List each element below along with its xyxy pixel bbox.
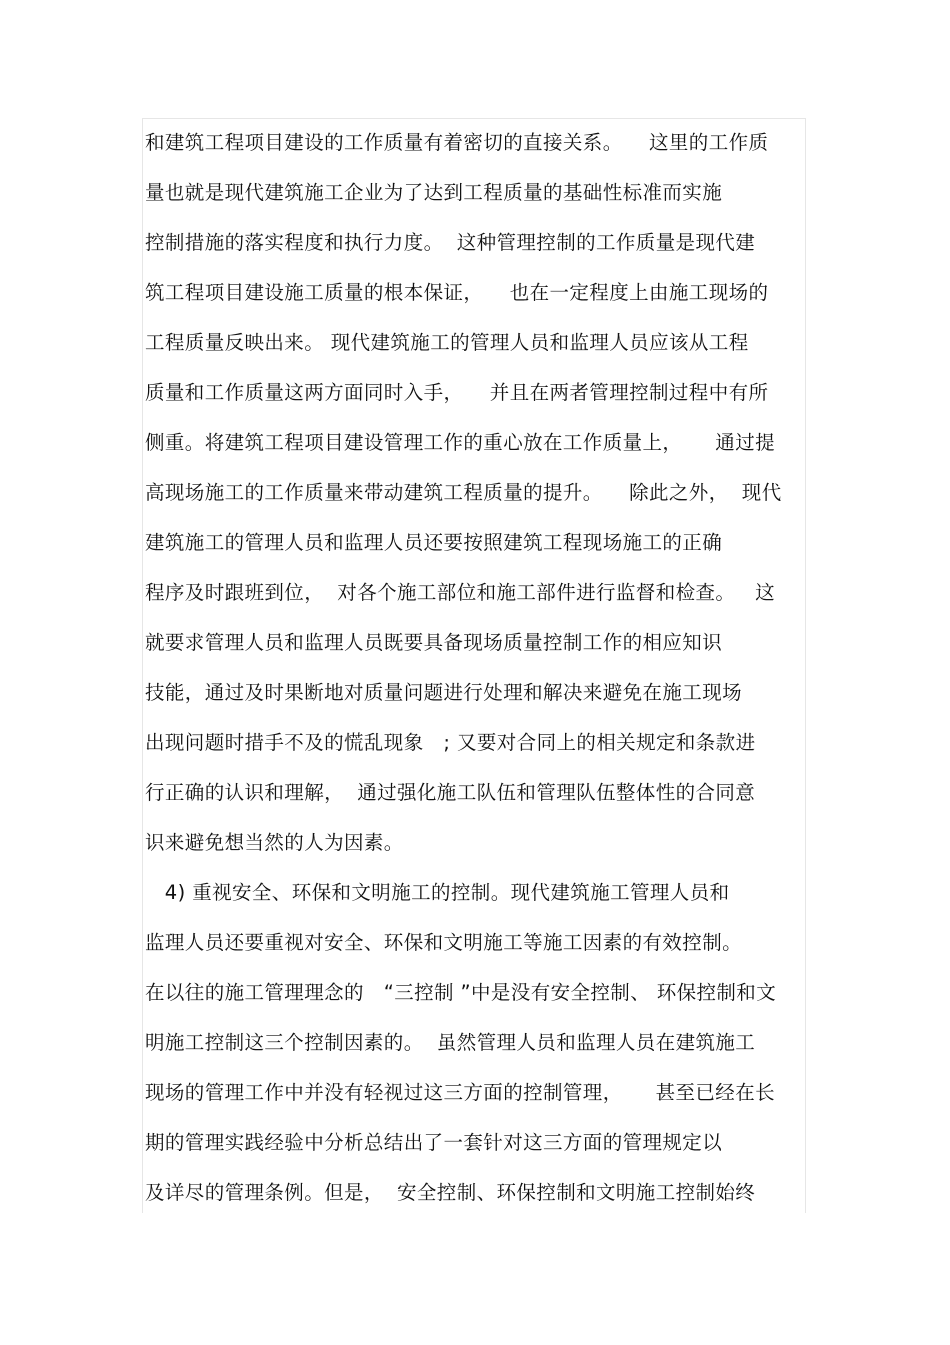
text-line: 工程质量反映出来。 现代建筑施工的管理人员和监理人员应该从工程 <box>145 331 749 354</box>
text-line: 高现场施工的工作质量来带动建筑工程质量的提升。 除此之外， 现代 <box>145 481 782 504</box>
text-line: 出现问题时措手不及的慌乱现象 ; 又要对合同上的相关规定和条款进 <box>145 731 756 754</box>
text-line: 量也就是现代建筑施工企业为了达到工程质量的基础性标准而实施 <box>145 181 723 204</box>
text-line: 行正确的认识和理解， 通过强化施工队伍和管理队伍整体性的合同意 <box>145 781 756 804</box>
text-line: 技能，通过及时果断地对质量问题进行处理和解决来避免在施工现场 <box>145 681 743 704</box>
text-line: 建筑施工的管理人员和监理人员还要按照建筑工程现场施工的正确 <box>145 531 723 554</box>
text-line: 及详尽的管理条例。但是， 安全控制、环保控制和文明施工控制始终 <box>145 1181 756 1204</box>
text-line: 控制措施的落实程度和执行力度。 这种管理控制的工作质量是现代建 <box>145 231 756 254</box>
text-line: 程序及时跟班到位， 对各个施工部位和施工部件进行监督和检查。 这 <box>145 581 775 604</box>
text-line: 期的管理实践经验中分析总结出了一套针对这三方面的管理规定以 <box>145 1131 723 1154</box>
text-line: 现场的管理工作中并没有轻视过这三方面的控制管理， 甚至已经在长 <box>145 1081 775 1104</box>
text-line: 识来避免想当然的人为因素。 <box>145 831 404 854</box>
text-line: 监理人员还要重视对安全、环保和文明施工等施工因素的有效控制。 <box>145 931 743 954</box>
text-line: 就要求管理人员和监理人员既要具备现场质量控制工作的相应知识 <box>145 631 723 654</box>
text-line: 在以往的施工管理理念的 “三控制 ”中是没有安全控制、 环保控制和文 <box>145 981 777 1004</box>
text-line: 4) 重视安全、环保和文明施工的控制。现代建筑施工管理人员和 <box>145 881 730 904</box>
text-line: 和建筑工程项目建设的工作质量有着密切的直接关系。 这里的工作质 <box>145 131 769 154</box>
text-line: 筑工程项目建设施工质量的根本保证， 也在一定程度上由施工现场的 <box>145 281 769 304</box>
text-line: 侧重。将建筑工程项目建设管理工作的重心放在工作质量上， 通过提 <box>145 431 775 454</box>
text-line: 明施工控制这三个控制因素的。 虽然管理人员和监理人员在建筑施工 <box>145 1031 756 1054</box>
text-line: 质量和工作质量这两方面同时入手， 并且在两者管理控制过程中有所 <box>145 381 769 404</box>
